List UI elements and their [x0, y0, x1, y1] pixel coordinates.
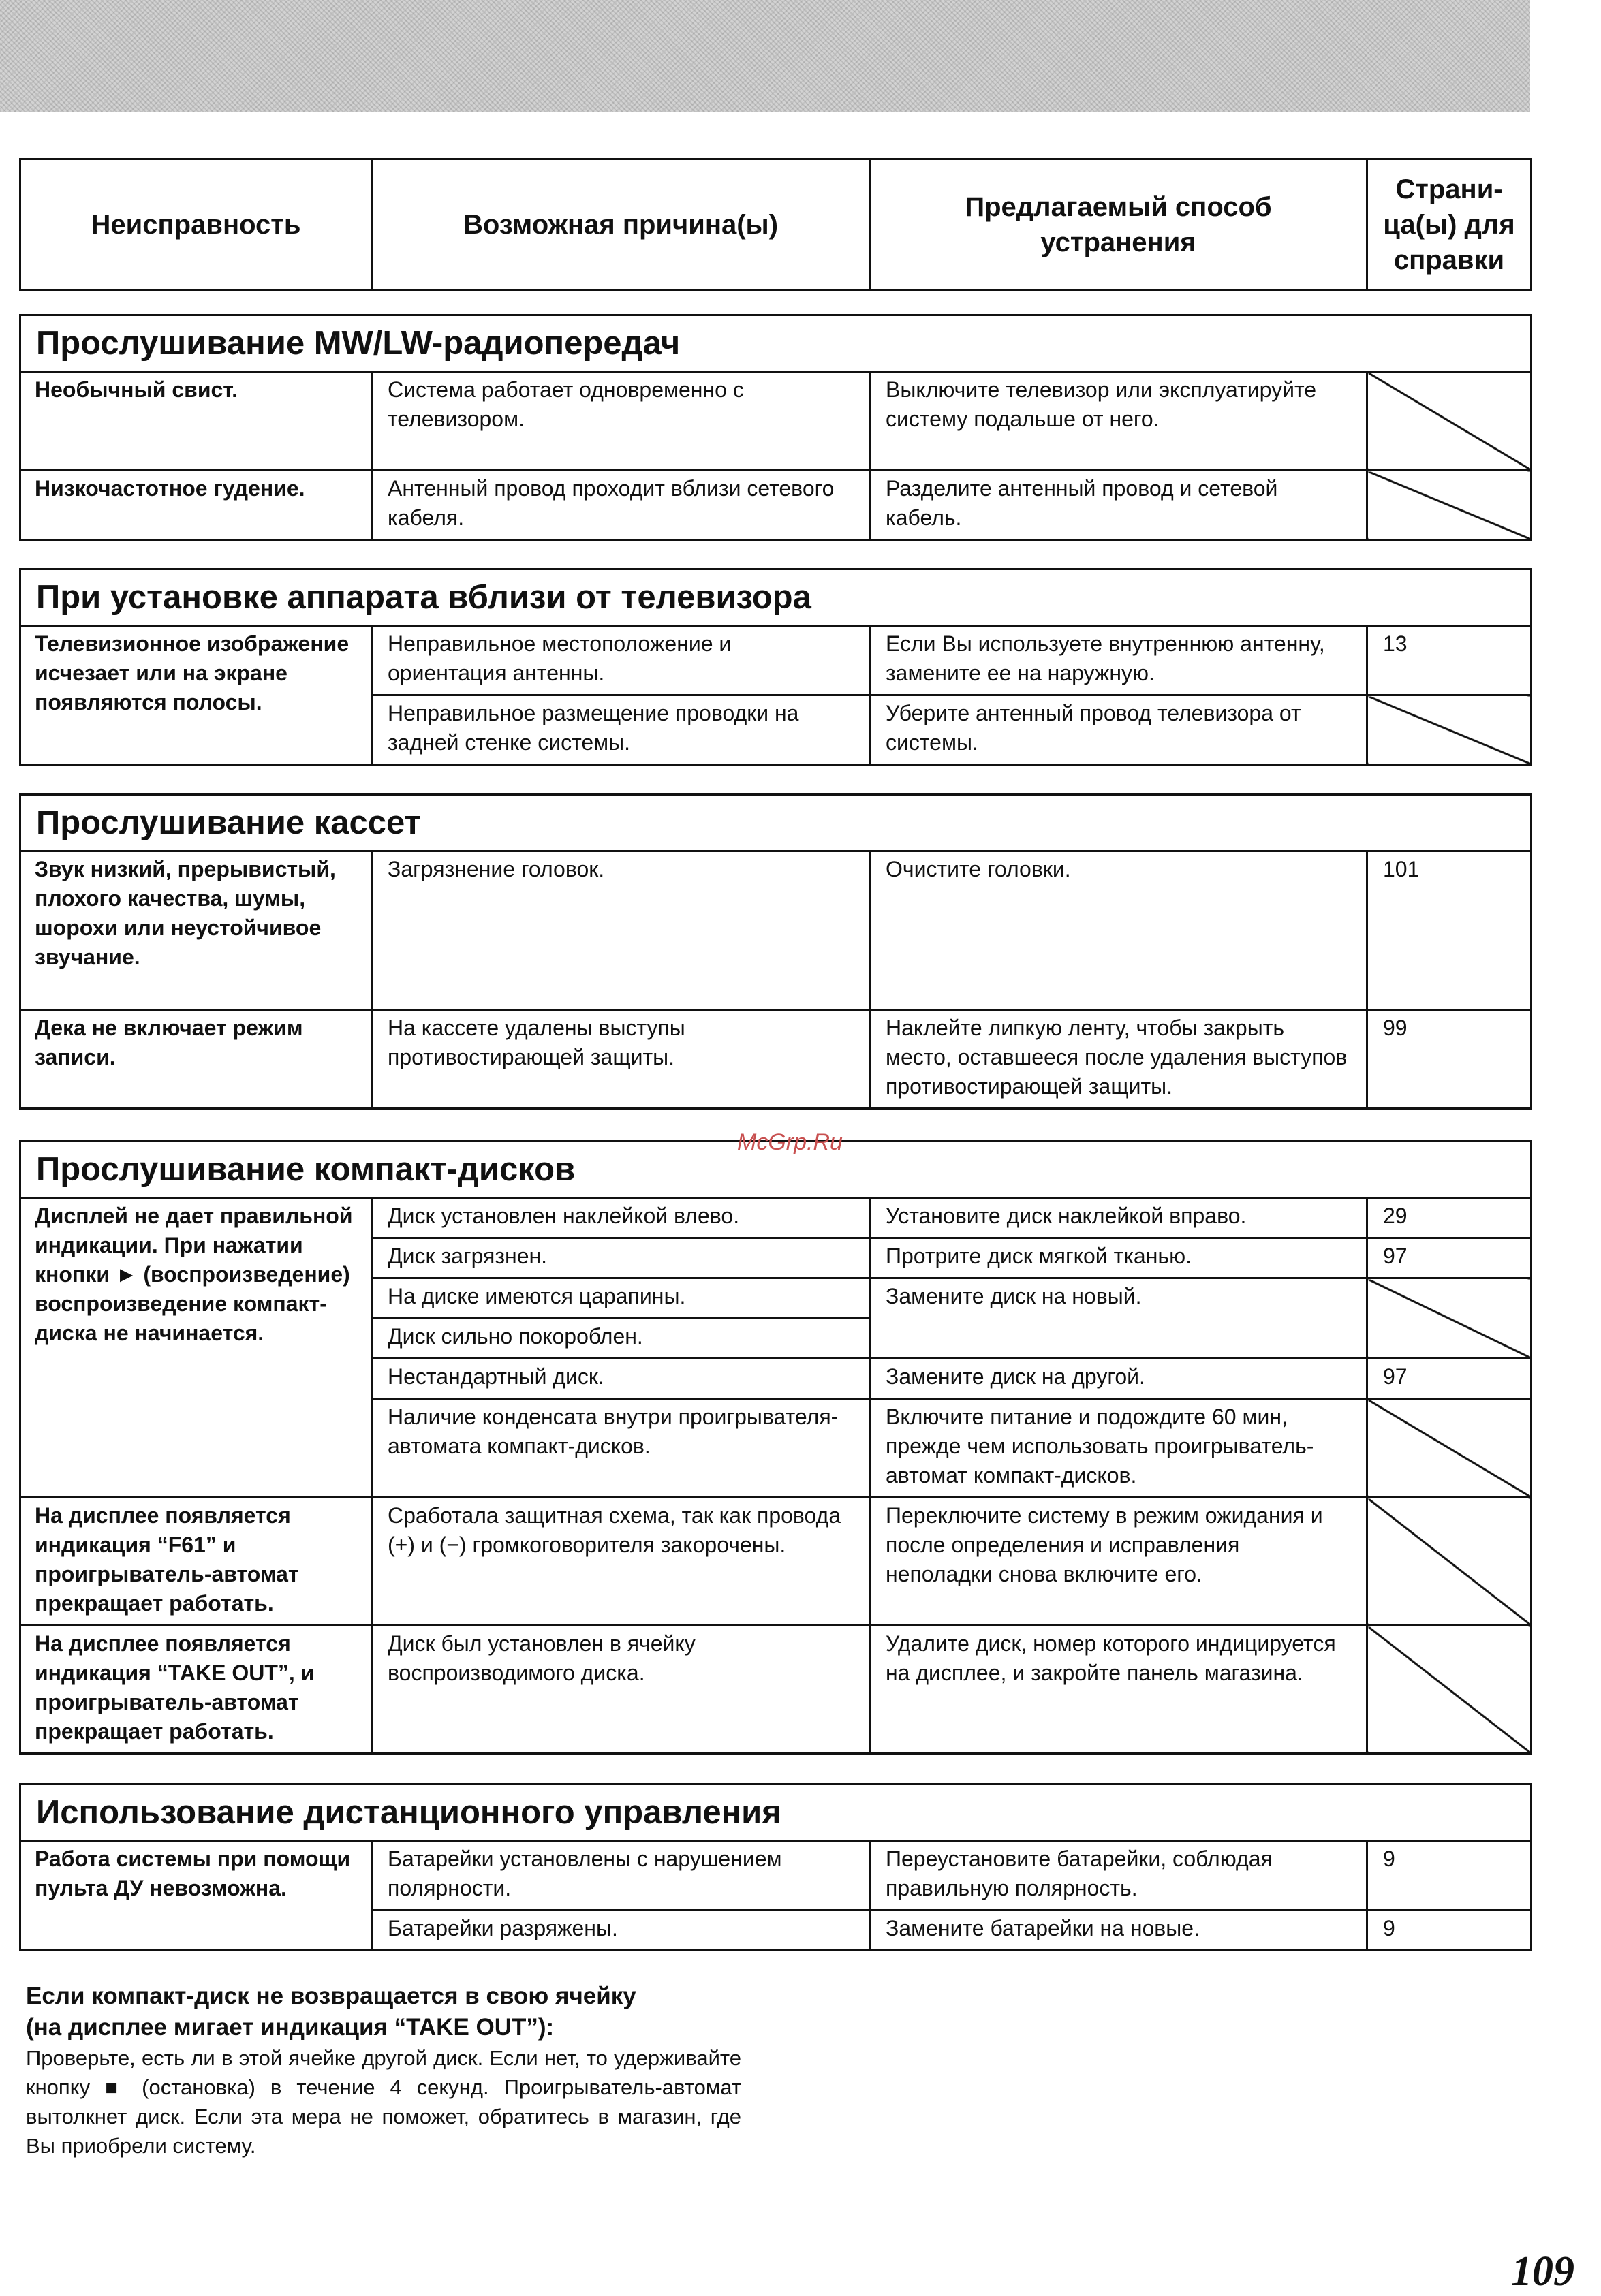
page-ref-empty-cell	[1367, 1278, 1532, 1359]
table-row	[20, 1841, 1532, 1910]
note-title: Если компакт-диск не возвращается в свою ячейку (на дисплее мигает индикация “TAKE OUT”):	[26, 1983, 636, 2041]
section-remote-control	[19, 1783, 1532, 1951]
cause-cell: Диск установлен наклейкой влево.	[372, 1198, 870, 1238]
cd-return-note	[26, 1981, 741, 2160]
watermark: McGrp.Ru	[737, 1129, 843, 1155]
cause-cell: Система работает одновременно с телевизором.	[372, 372, 870, 471]
page-ref-cell: 99	[1367, 1010, 1532, 1109]
problem-cell: Низкочастотное гудение.	[20, 471, 372, 540]
section-cassettes	[19, 793, 1532, 1110]
remedy-cell: Установите диск наклейкой вправо.	[870, 1198, 1367, 1238]
section-title: Прослушивание кассет	[20, 795, 1532, 851]
cause-cell: Диск загрязнен.	[372, 1238, 870, 1278]
remedy-cell: Включите питание и подождите 60 мин, прежде чем использовать проигрыватель-автомат компакт-дисков.	[870, 1399, 1367, 1498]
problem-cell: Необычный свист.	[20, 372, 372, 471]
page-ref-empty-cell	[1367, 1498, 1532, 1626]
table-row	[20, 626, 1532, 695]
remedy-cell: Удалите диск, номер которого индицируется на дисплее, и закройте панель магазина.	[870, 1626, 1367, 1754]
problem-cell: Телевизионное изображение исчезает или на экране появляются полосы.	[20, 626, 372, 765]
header-problem: Неисправность	[20, 159, 372, 290]
table-row	[20, 1626, 1532, 1754]
problem-cell: На дисплее появляется индикация “TAKE OUT”, и проигрыватель-автомат прекращает работать.	[20, 1626, 372, 1754]
page-ref-cell: 9	[1367, 1841, 1532, 1910]
page-ref-cell: 29	[1367, 1198, 1532, 1238]
page-ref-cell: 97	[1367, 1238, 1532, 1278]
note-body: Проверьте, есть ли в этой ячейке другой диск. Если нет, то удерживайте кнопку ■ (остановка) в течение 4 секунд. Проигрыватель-автомат вытолкнет диск. Если эта мера не поможет, обратитесь в магазин, где Вы приобрели систему.	[26, 2046, 741, 2158]
remedy-cell: Если Вы используете внутреннюю антенну, замените ее на наружную.	[870, 626, 1367, 695]
cause-cell: Сработала защитная схема, так как провода (+) и (−) громкоговорителя закорочены.	[372, 1498, 870, 1626]
cause-cell: Диск сильно покороблен.	[372, 1319, 870, 1359]
page-ref-cell: 13	[1367, 626, 1532, 695]
cause-cell: Наличие конденсата внутри проигрывателя-автомата компакт-дисков.	[372, 1399, 870, 1498]
problem-cell: Дека не включает режим записи.	[20, 1010, 372, 1109]
table-row	[20, 471, 1532, 540]
remedy-cell: Протрите диск мягкой тканью.	[870, 1238, 1367, 1278]
remedy-cell: Замените диск на другой.	[870, 1359, 1367, 1399]
remedy-cell: Уберите антенный провод телевизора от системы.	[870, 695, 1367, 765]
problem-cell: На дисплее появляется индикация “F61” и проигрыватель-автомат прекращает работать.	[20, 1498, 372, 1626]
cause-cell: Антенный провод проходит вблизи сетевого кабеля.	[372, 471, 870, 540]
problem-cell: Звук низкий, прерывистый, плохого качества, шумы, шорохи или неустойчивое звучание.	[20, 851, 372, 1010]
header-cause: Возможная причина(ы)	[372, 159, 870, 290]
remedy-cell: Замените диск на новый.	[870, 1278, 1367, 1359]
cause-cell: На диске имеются царапины.	[372, 1278, 870, 1319]
page-ref-empty-cell	[1367, 695, 1532, 765]
remedy-cell: Очистите головки.	[870, 851, 1367, 1010]
page-ref-empty-cell	[1367, 1399, 1532, 1498]
remedy-cell: Переустановите батарейки, соблюдая правильную полярность.	[870, 1841, 1367, 1910]
header-remedy: Предлагаемый способ устранения	[870, 159, 1367, 290]
cause-cell: Нестандартный диск.	[372, 1359, 870, 1399]
remedy-cell: Наклейте липкую ленту, чтобы закрыть место, оставшееся после удаления выступов противостирающей защиты.	[870, 1010, 1367, 1109]
page-ref-empty-cell	[1367, 372, 1532, 471]
problem-cell: Работа системы при помощи пульта ДУ невозможна.	[20, 1841, 372, 1951]
cause-cell: Батарейки установлены с нарушением полярности.	[372, 1841, 870, 1910]
section-mw-lw	[19, 314, 1532, 541]
section-compact-discs	[19, 1140, 1532, 1755]
cause-cell: Неправильное местоположение и ориентация антенны.	[372, 626, 870, 695]
table-row	[20, 851, 1532, 1010]
page-ref-cell: 101	[1367, 851, 1532, 1010]
page-number: 109	[1511, 2248, 1574, 2295]
page-ref-empty-cell	[1367, 471, 1532, 540]
page-ref-cell: 9	[1367, 1910, 1532, 1951]
section-title: Использование дистанционного управления	[20, 1784, 1532, 1841]
problem-cell: Дисплей не дает правильной индикации. При нажатии кнопки ► (воспроизведение) воспроизведение компакт-диска не начинается.	[20, 1198, 372, 1498]
cause-cell: На кассете удалены выступы противостирающей защиты.	[372, 1010, 870, 1109]
section-title: При установке аппарата вблизи от телевизора	[20, 569, 1532, 626]
section-title: Прослушивание MW/LW-радиопередач	[20, 315, 1532, 372]
table-row	[20, 372, 1532, 471]
remedy-cell: Разделите антенный провод и сетевой кабель.	[870, 471, 1367, 540]
table-row	[20, 1198, 1532, 1238]
cause-cell: Загрязнение головок.	[372, 851, 870, 1010]
cause-cell: Диск был установлен в ячейку воспроизводимого диска.	[372, 1626, 870, 1754]
table-row	[20, 1010, 1532, 1109]
table-row	[20, 1498, 1532, 1626]
remedy-cell: Выключите телевизор или эксплуатируйте систему подальше от него.	[870, 372, 1367, 471]
header-pattern-band	[0, 0, 1530, 112]
page-ref-cell: 97	[1367, 1359, 1532, 1399]
section-title: Прослушивание компакт-дисков	[20, 1142, 1532, 1198]
remedy-cell: Переключите систему в режим ожидания и после определения и исправления неполадки снова включите его.	[870, 1498, 1367, 1626]
page-ref-empty-cell	[1367, 1626, 1532, 1754]
remedy-cell: Замените батарейки на новые.	[870, 1910, 1367, 1951]
column-header-table	[19, 158, 1532, 291]
cause-cell: Батарейки разряжены.	[372, 1910, 870, 1951]
header-page-ref: Страни- ца(ы) для справки	[1367, 159, 1532, 290]
section-near-tv	[19, 568, 1532, 766]
cause-cell: Неправильное размещение проводки на задней стенке системы.	[372, 695, 870, 765]
